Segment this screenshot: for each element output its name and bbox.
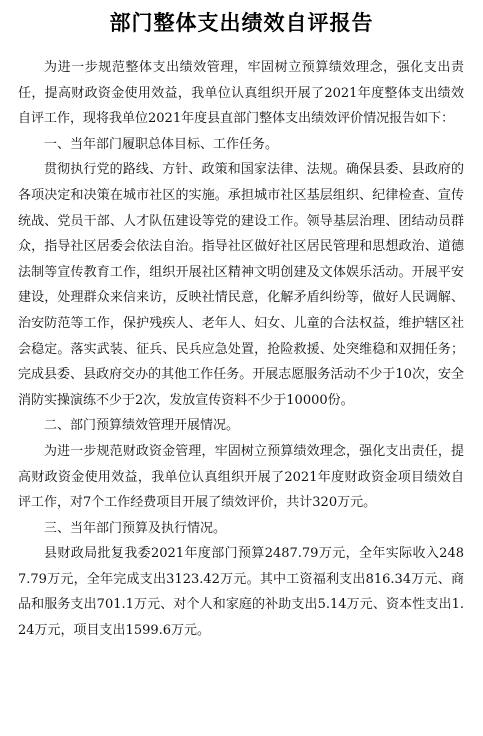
document-body xyxy=(18,55,464,644)
section-paragraph-1: 贯彻执行党的路线、方针、政策和国家法律、法规。确保县委、县政府的各项决定和决策在城市社区的实施。承担城市社区基层组织、纪律检查、宣传统战、党员干部、人才队伍建设等党的建设工作。领导基层治理、团结动员群众，指导社区居委会依法自治。指导社区做好社区居民管理和思想政治、道德法制等宣传教育工作，组织开展社区精神文明创建及文体娱乐活动。开展平安建设，处理群众来信来访，反映社情民意，化解矛盾纠纷等，做好人民调解、治安防范等工作，保护残疾人、老年人、妇女、儿童的合法权益，维护辖区社会稳定。落实武装、征兵、民兵应急处置，抢险救援、处突维稳和双拥任务；完成县委、县政府交办的其他工作任务。开展志愿服务活动不少于10次，安全消防实操演练不少于2次，发放宣传资料不少于10000份。 xyxy=(18,162,464,408)
section-paragraph-3: 县财政局批复我委2021年度部门预算2487.79万元，全年实际收入2487.79万元，全年完成支出3123.42万元。其中工资福利支出816.34万元、商品和服务支出701.1万元、对个人和家庭的补助支出5.14万元、资本性支出1.24万元，项目支出1599.6万元。 xyxy=(18,546,464,639)
section-heading-2: 二、部门预算绩效管理开展情况。 xyxy=(44,418,240,434)
intro-paragraph: 为进一步规范整体支出绩效管理，牢固树立预算绩效理念，强化支出责任，提高财政资金使用效益，我单位认真组织开展了2021年度整体支出绩效自评工作，现将我单位2021年度县直部门整体支出绩效评价情况报告如下： xyxy=(18,60,464,127)
document-title: 部门整体支出绩效自评报告 xyxy=(109,11,374,35)
section-heading-3: 三、当年部门预算及执行情况。 xyxy=(44,520,227,536)
section-paragraph-2: 为进一步规范财政资金管理，牢固树立预算绩效理念，强化支出责任，提高财政资金使用效益，我单位认真组织开展了2021年度财政资金项目绩效自评工作，对7个工作经费项目开展了绩效评价，共计320万元。 xyxy=(18,443,464,511)
section-heading-1: 一、当年部门履职总体目标、工作任务。 xyxy=(44,136,279,152)
